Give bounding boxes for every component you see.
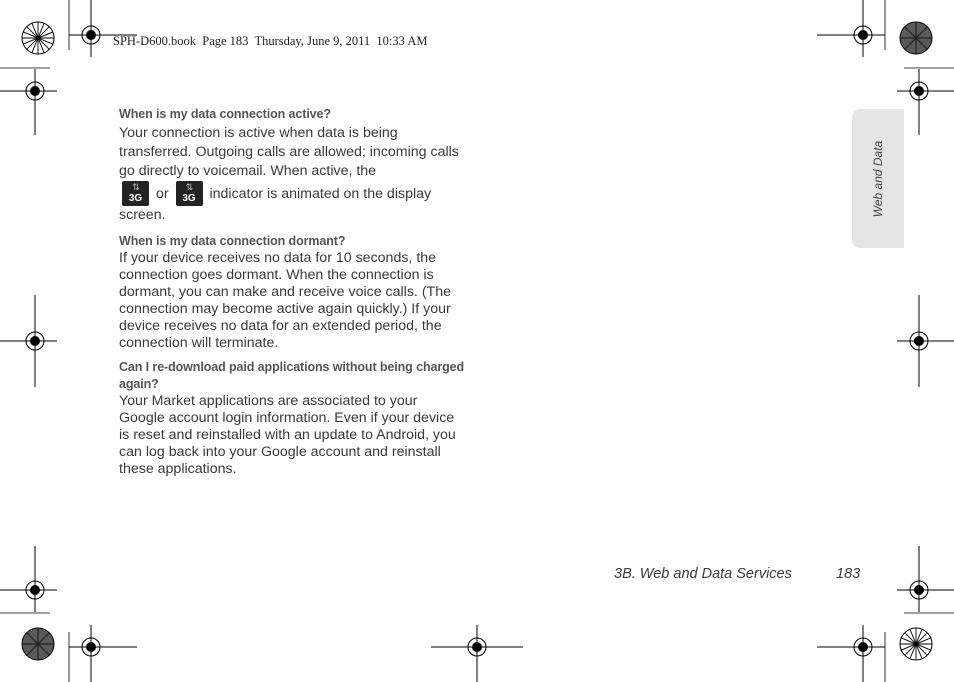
answer-data-dormant: If your device receives no data for 10 seconds, the connection goes dormant. When the connection is dormant, you can make and receive voice calls. (The connection may become active again quickly.) If your device receives no data for an extended period, the connection will terminate.	[119, 250, 451, 351]
answer-redownload: Your Market applications are associated to your Google account login information. Even if your device is reset and reinstalled with an update to Android, you can log back into your Google account and reinstall these applications.	[119, 393, 456, 477]
print-header: SPH-D600.book Page 183 Thursday, June 9, 2011 10:33 AM	[113, 34, 428, 48]
answer-text: indicator is animated on the display screen.	[119, 186, 432, 223]
3g-data-indicator-icon: ⇅ 3G	[122, 181, 149, 206]
question-redownload: Can I re-download paid applications without being charged again?	[119, 360, 465, 391]
color-bar-icon	[22, 628, 54, 660]
footer-section-title: 3B. Web and Data Services	[614, 566, 792, 582]
registration-mark-icon	[817, 625, 885, 682]
question-data-active: When is my data connection active?	[119, 107, 331, 121]
or-text: or	[155, 186, 169, 202]
color-bar-icon	[900, 628, 932, 660]
color-bar-icon	[900, 22, 932, 54]
faq-content	[119, 106, 467, 478]
registration-mark-icon	[431, 625, 523, 682]
color-bar-icon	[22, 22, 54, 54]
side-tab	[852, 109, 904, 248]
3g-data-indicator-icon: ⇅ 3G	[176, 181, 203, 206]
registration-mark-icon	[0, 295, 57, 387]
answer-data-active	[119, 124, 467, 225]
registration-mark-icon	[0, 546, 57, 612]
registration-mark-icon	[69, 625, 137, 682]
side-tab-label: Web and Data	[871, 140, 885, 217]
page-number: 183	[836, 566, 861, 582]
registration-mark-icon	[897, 546, 954, 612]
registration-mark-icon	[817, 0, 885, 57]
registration-mark-icon	[897, 69, 954, 135]
question-data-dormant: When is my data connection dormant?	[119, 234, 346, 248]
registration-mark-icon	[897, 295, 954, 387]
answer-text: Your connection is active when data is being transferred. Outgoing calls are allowed; incoming calls go directly to voicemail. When active, the	[119, 125, 459, 179]
registration-mark-icon	[0, 69, 57, 135]
